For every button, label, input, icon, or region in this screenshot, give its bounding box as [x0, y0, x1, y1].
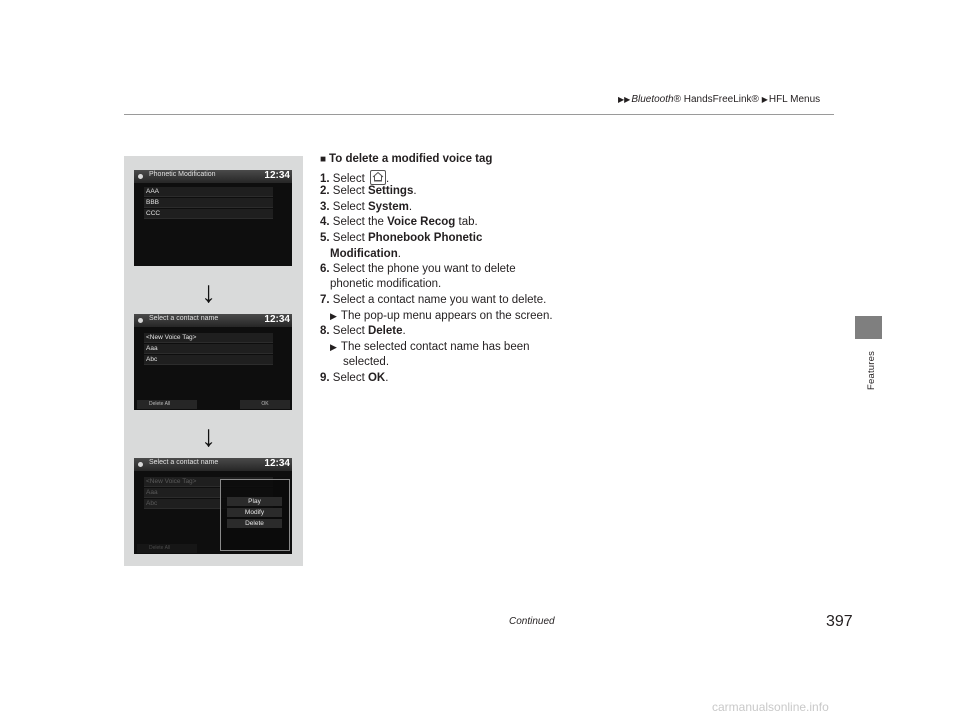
arrow-down-icon: ↓: [201, 420, 216, 453]
list-item: Abc: [144, 499, 273, 509]
popup-menu: [220, 479, 290, 551]
breadcrumb-hfl-menus: HFL Menus: [768, 94, 821, 105]
delete-all-button: Delete All: [137, 544, 197, 553]
screen-phonetic-modification: [134, 170, 292, 266]
popup-play[interactable]: Play: [227, 497, 282, 506]
list-item: Aaa: [144, 488, 273, 498]
step-9: 9. Select OK.: [320, 372, 389, 384]
screen-title: Select a contact name: [149, 315, 219, 322]
screen-clock: 12:34: [264, 170, 290, 181]
home-icon: [370, 170, 386, 185]
list-item[interactable]: CCC: [144, 209, 273, 219]
step-2: 2. Select Settings.: [320, 185, 417, 197]
delete-all-button[interactable]: Delete All: [137, 400, 197, 409]
screen-title: Phonetic Modification: [149, 171, 216, 178]
header-rule: [124, 114, 834, 115]
screen-clock: 12:34: [264, 314, 290, 325]
list-item: <New Voice Tag>: [144, 477, 273, 487]
step-1: 1. Select .: [320, 170, 389, 185]
step-7-result: ▶ The pop-up menu appears on the screen.: [330, 310, 553, 322]
square-bullet-icon: ■: [320, 154, 327, 165]
step-8-result: ▶ The selected contact name has been: [330, 341, 530, 353]
step-3: 3. Select System.: [320, 201, 413, 213]
status-dot-icon: [138, 462, 143, 467]
step-5: 5. Select Phonebook Phonetic: [320, 232, 483, 244]
list-item[interactable]: Abc: [144, 355, 273, 365]
screen-select-contact-popup: [134, 458, 292, 554]
step-5-cont: Modification.: [330, 248, 401, 260]
step-6: 6. Select the phone you want to delete: [320, 263, 516, 275]
status-dot-icon: [138, 318, 143, 323]
section-label: Features: [866, 350, 877, 390]
arrow-down-icon: ↓: [201, 276, 216, 309]
screen-title: Select a contact name: [149, 459, 219, 466]
ok-button[interactable]: OK: [240, 400, 290, 409]
page-number: 397: [826, 613, 853, 630]
popup-delete[interactable]: Delete: [227, 519, 282, 528]
list-item[interactable]: <New Voice Tag>: [144, 333, 273, 343]
triangle-right-icon: ▶: [330, 342, 337, 352]
breadcrumb-bluetooth: Bluetooth: [631, 94, 674, 105]
list-item[interactable]: BBB: [144, 198, 273, 208]
step-8: 8. Select Delete.: [320, 325, 406, 337]
section-heading: ■ To delete a modified voice tag: [320, 153, 493, 165]
section-tab: [855, 316, 882, 339]
step-7: 7. Select a contact name you want to delete.: [320, 294, 547, 306]
step-8-result-cont: selected.: [343, 356, 390, 368]
status-dot-icon: [138, 174, 143, 179]
triangle-right-icon: ▶: [761, 95, 768, 104]
continued-label: Continued: [509, 616, 555, 627]
step-4: 4. Select the Voice Recog tab.: [320, 216, 478, 228]
triangle-right-icon: ▶: [330, 311, 337, 321]
list-item[interactable]: Aaa: [144, 344, 273, 354]
triangle-right-icon: ▶▶: [618, 95, 631, 104]
list-item[interactable]: AAA: [144, 187, 273, 197]
step-6-cont: phonetic modification.: [330, 278, 442, 290]
watermark: carmanualsonline.info: [712, 700, 829, 714]
breadcrumb-handsfreelink: ® HandsFreeLink®: [673, 94, 759, 105]
screen-clock: 12:34: [264, 458, 290, 469]
breadcrumb: [618, 94, 820, 105]
screen-select-contact: [134, 314, 292, 410]
popup-modify[interactable]: Modify: [227, 508, 282, 517]
